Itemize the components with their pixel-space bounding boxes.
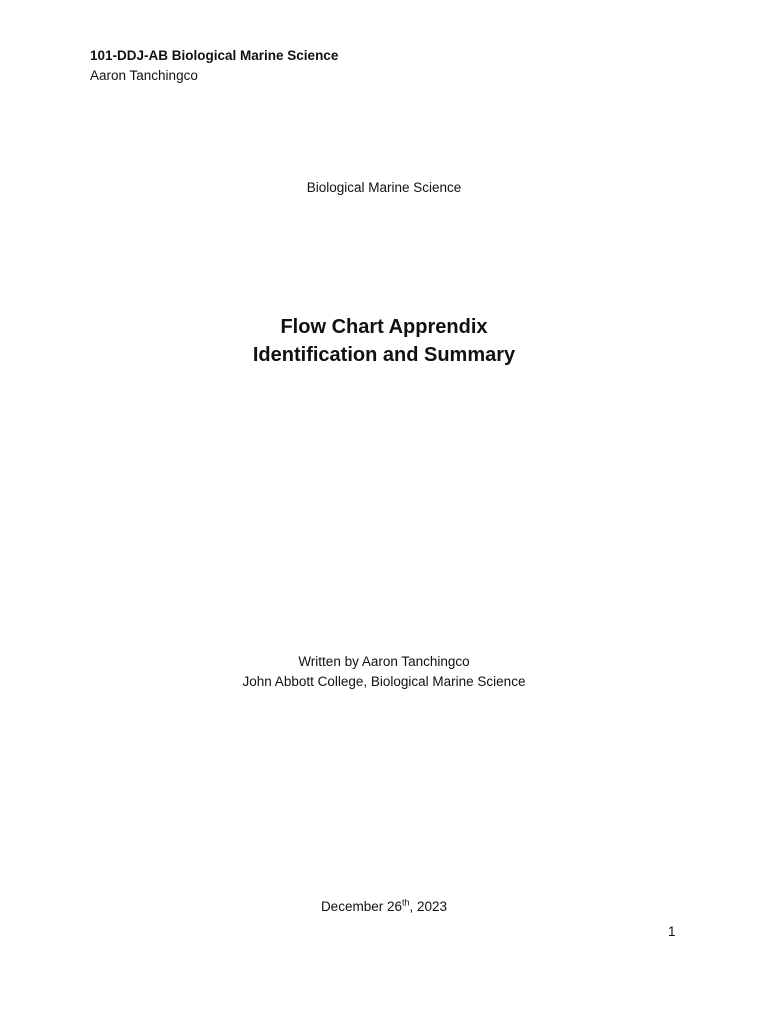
subject-line: Biological Marine Science xyxy=(306,180,462,195)
date-day: December 26 xyxy=(320,899,402,914)
institution: John Abbott College, Biological Marine Science xyxy=(242,674,526,689)
byline xyxy=(0,652,768,692)
header-author: Aaron Tanchingco xyxy=(90,68,198,83)
date-year: , 2023 xyxy=(409,899,448,914)
date-ordinal-suffix: th xyxy=(401,897,410,908)
written-by: Written by Aaron Tanchingco xyxy=(298,654,470,669)
title-line-2: Identification and Summary xyxy=(252,344,516,366)
document-title xyxy=(0,313,768,369)
page-header xyxy=(90,46,338,86)
title-line-1: Flow Chart Apprendix xyxy=(280,316,488,338)
page-number: 1 xyxy=(668,924,676,939)
document-date xyxy=(0,898,768,916)
course-code-title: 101-DDJ-AB Biological Marine Science xyxy=(90,48,339,63)
